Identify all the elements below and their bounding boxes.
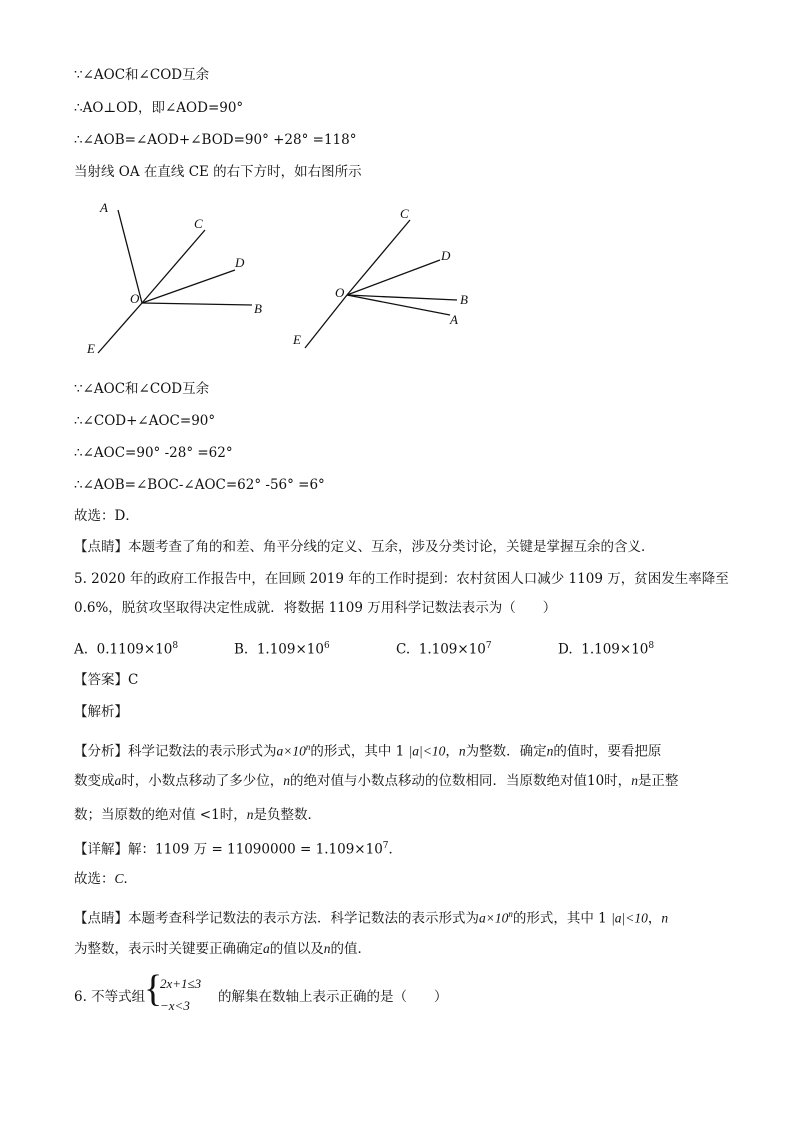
comment-line — [74, 538, 655, 556]
math-exp: n — [305, 742, 311, 752]
proof-line: ∴∠AOB=∠BOC-∠AOC=62° -56° =6° — [74, 477, 325, 493]
inequality-1: 2x+1≤3 — [160, 976, 202, 991]
math: C — [114, 871, 124, 886]
math-exp: 7 — [382, 841, 389, 851]
math: n — [458, 743, 466, 759]
proof-line: 当射线 OA 在直线 CE 的右下方时，如右图所示 — [74, 164, 362, 180]
option-label: B. — [234, 641, 249, 658]
label-C: C — [194, 216, 203, 231]
analysis-line-2 — [74, 772, 678, 790]
analysis-tag: 【解析】 — [74, 704, 128, 720]
option-label: A. — [74, 641, 89, 658]
option-label: C. — [396, 641, 411, 658]
label-O: O — [335, 285, 345, 300]
option-exponent: 7 — [485, 641, 492, 651]
comment-tag: 【点睛】 — [74, 539, 128, 555]
system-brace: { — [144, 968, 163, 1010]
math: n — [661, 910, 669, 926]
comment-tag: 【点睛】 — [74, 910, 128, 927]
question-6-prefix: 6. 不等式组 — [74, 989, 146, 1005]
text: ． — [123, 871, 138, 887]
choose-line — [74, 870, 137, 888]
text: 的绝对值与小数点移动的位数相同．当原数绝对值 — [290, 773, 587, 789]
math: |a|<10 — [611, 910, 648, 926]
ray-OE — [305, 295, 347, 348]
fenxi-tag: 【分析】 — [74, 743, 128, 760]
question-5-line-1: 5. 2020 年的政府工作报告中，在回顾 2019 年的工作时提到：农村贫困人口减少 1109 万，贫困发生率降至 — [74, 571, 729, 587]
option-label: D. — [558, 641, 573, 658]
inequality-2: −x<3 — [160, 998, 190, 1013]
text: 数变成 — [74, 773, 115, 789]
math: |a|<10 — [408, 743, 446, 759]
text: 的形式，其中 1 — [310, 743, 405, 760]
math: a — [263, 941, 270, 956]
text: 的值． — [330, 941, 371, 957]
text: ， — [445, 743, 459, 760]
option-d[interactable] — [558, 637, 654, 659]
math-exp: n — [508, 909, 513, 919]
math: a×10 — [479, 910, 509, 926]
text: 数；当原数的绝对值 <1时， — [74, 807, 247, 823]
math: n — [323, 941, 331, 956]
proof-line: ∴∠COD+∠AOC=90° — [74, 413, 216, 429]
detail-line — [74, 837, 402, 859]
text: 的形式，其中 1 — [512, 910, 607, 927]
label-A: A — [100, 200, 108, 215]
text: 为整数．确定 — [465, 743, 547, 760]
ray-OA — [347, 295, 450, 315]
label-E: E — [87, 341, 95, 356]
option-value: 1.109×10 — [581, 641, 649, 658]
option-value: 1.109×10 — [256, 641, 324, 658]
option-a[interactable] — [74, 637, 178, 659]
choose-line: 故选：D． — [74, 508, 139, 524]
label-B: B — [254, 301, 262, 316]
text: 故选： — [74, 871, 115, 887]
analysis-line-3 — [74, 806, 321, 824]
label-D: D — [441, 248, 451, 263]
analysis-line-1 — [74, 738, 661, 761]
proof-line: ∵∠AOC和∠COD互余 — [74, 67, 210, 83]
question-5-line-2: 0.6%，脱贫攻坚取得决定性成就．将数据 1109 万用科学记数法表示为（ ） — [74, 600, 557, 616]
option-b[interactable] — [234, 637, 330, 659]
text: ． — [388, 841, 403, 858]
text: 本题考查科学记数法的表示方法．科学记数法的表示形式为 — [128, 910, 479, 927]
math: n — [246, 807, 254, 822]
math: a — [114, 773, 122, 788]
proof-line: ∴∠AOB=∠AOD+∠BOD=90° +28° =118° — [74, 132, 357, 148]
proof-line: ∴AO⊥OD，即∠AOD=90° — [74, 100, 244, 116]
text: 时，小数点移动了多少位， — [121, 773, 284, 789]
text: 为整数，表示时关键要正确确定 — [74, 941, 263, 957]
text: 的值时，要看把原 — [553, 743, 662, 760]
question-6-suffix: 的解集在数轴上表示正确的是（ ） — [218, 989, 448, 1005]
option-exponent: 6 — [323, 641, 330, 651]
label-O: O — [130, 291, 140, 306]
label-D: D — [235, 255, 245, 270]
text: 10时， — [587, 773, 632, 789]
ray-OB — [142, 303, 252, 305]
comment-text: 本题考查了角的和差、角平分线的定义、互余，涉及分类讨论，关键是掌握互余的含义． — [128, 539, 655, 555]
math: n — [283, 773, 290, 788]
text: 解：1109 万 = 11090000 = 1.109×10 — [128, 841, 383, 858]
option-exponent: 8 — [648, 641, 655, 651]
label-A: A — [450, 312, 458, 327]
angle-figure-left — [80, 195, 280, 365]
label-B: B — [460, 292, 468, 307]
comment-line-2 — [74, 940, 371, 958]
ray-OB — [347, 295, 457, 300]
answer-value: C — [128, 672, 139, 688]
comment-line-1 — [74, 905, 668, 928]
math: n — [546, 743, 554, 759]
proof-line: ∴∠AOC=90° -28° =62° — [74, 445, 233, 461]
answer-tag: 【答案】 — [74, 672, 128, 688]
option-value: 1.109×10 — [418, 641, 486, 658]
math: n — [631, 773, 638, 788]
option-value: 0.1109×10 — [96, 641, 173, 658]
text: 是负整数． — [253, 807, 321, 823]
angle-figure-right — [285, 200, 485, 360]
text: 是正整 — [637, 773, 679, 789]
answer-line — [74, 671, 138, 689]
proof-line: ∵∠AOC和∠COD互余 — [74, 381, 210, 397]
text: 的值以及 — [269, 941, 324, 957]
text: ， — [647, 910, 662, 927]
option-c[interactable] — [396, 637, 492, 659]
text: 科学记数法的表示形式为 — [128, 743, 277, 760]
option-exponent: 8 — [172, 641, 179, 651]
math: a×10 — [276, 743, 306, 759]
detail-tag: 【详解】 — [74, 841, 128, 858]
ray-OE — [98, 303, 142, 353]
ray-OA — [118, 210, 142, 303]
label-E: E — [293, 332, 301, 347]
label-C: C — [400, 206, 409, 221]
